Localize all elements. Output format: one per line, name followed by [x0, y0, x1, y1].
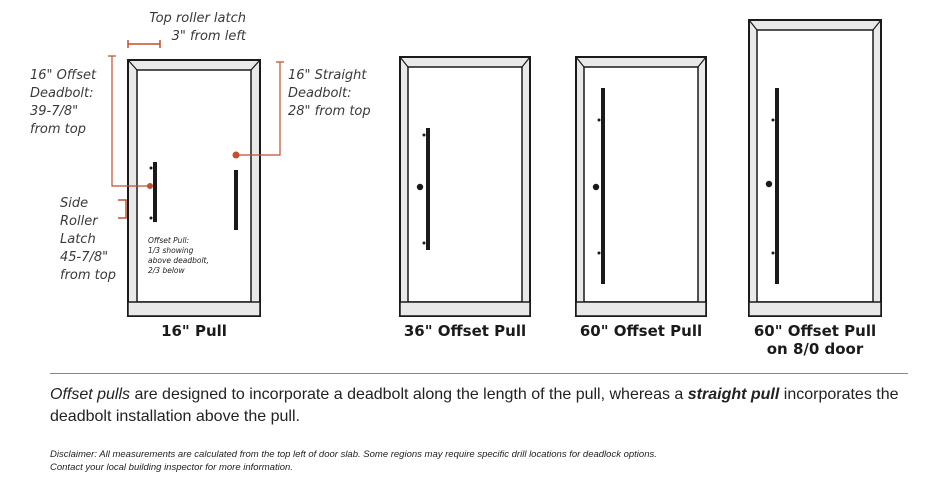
offset-pull-note-line-3: above deadbolt, — [148, 256, 209, 265]
offset-pull-bar — [775, 88, 779, 284]
threshold — [749, 302, 881, 316]
top-roller-latch-note — [136, 10, 246, 46]
caption-60-offset-pull — [561, 322, 721, 340]
offset-deadbolt-line-1: 16" Offset — [30, 68, 97, 83]
offset-deadbolt-line-3: 39-7/8" — [30, 104, 79, 119]
deadbolt-dot — [417, 184, 423, 190]
caption-60-offset-pull-8-0-line-2: on 8/0 door — [766, 340, 864, 358]
description-part-2: are designed to incorporate a deadbolt along the length of the pull, whereas a — [130, 386, 688, 403]
caption-60-offset-pull-8-0 — [735, 322, 895, 358]
side-roller-latch-line-2: Roller — [60, 214, 98, 229]
side-roller-latch-note — [60, 195, 120, 285]
offset-pull-note-line-1: Offset Pull: — [148, 236, 190, 245]
description-part-4: incorporates the deadbolt installation above the pull. — [50, 386, 899, 425]
disclaimer-line-2: Contact your local building inspector for more information. — [50, 462, 293, 473]
description-straight-pull: straight pull — [687, 386, 780, 403]
divider — [50, 373, 908, 374]
top-roller-latch-line-1: Top roller latch — [149, 11, 246, 26]
caption-16-pull-line-1: 16" Pull — [161, 322, 227, 340]
door-36-offset-pull — [400, 57, 530, 316]
straight-deadbolt-note — [288, 67, 388, 121]
threshold — [128, 302, 260, 316]
top-roller-latch-line-2: 3" from left — [171, 29, 246, 44]
offset-deadbolt-note — [30, 67, 110, 139]
side-roller-latch-line-1: Side — [60, 196, 89, 211]
side-roller-latch-line-5: from top — [60, 268, 116, 283]
door-60-offset-pull — [576, 57, 706, 316]
straight-pull-bar — [234, 170, 238, 230]
threshold — [400, 302, 530, 316]
offset-deadbolt-line-2: Deadbolt: — [30, 86, 94, 101]
offset-pull-standoff-bottom — [150, 217, 153, 220]
caption-60-offset-pull-line-1: 60" Offset Pull — [579, 322, 703, 340]
side-roller-latch-line-3: Latch — [60, 232, 96, 247]
deadbolt-dot — [766, 181, 772, 187]
door-slab — [408, 67, 522, 302]
description-offset-pulls: Offset pulls — [50, 386, 131, 403]
door-60-offset-pull-8-0 — [749, 20, 881, 316]
offset-pull-note — [148, 236, 243, 276]
door-slab — [757, 30, 873, 302]
caption-16-pull — [124, 322, 264, 340]
description — [50, 384, 910, 428]
caption-36-offset-pull — [385, 322, 545, 340]
disclaimer-line-1: Disclaimer: All measurements are calculated from the top left of door slab. Some regions may require specific drill locations for deadlock options. — [50, 449, 657, 460]
offset-pull-bar — [426, 128, 430, 250]
caption-60-offset-pull-8-0-line-1: 60" Offset Pull — [753, 322, 877, 340]
side-roller-latch-line-4: 45-7/8" — [60, 250, 109, 265]
caption-36-offset-pull-line-1: 36" Offset Pull — [403, 322, 527, 340]
deadbolt-dot — [593, 184, 599, 190]
straight-deadbolt-line-2: Deadbolt: — [288, 86, 352, 101]
straight-deadbolt-line-3: 28" from top — [288, 104, 371, 119]
offset-deadbolt-line-4: from top — [30, 122, 86, 137]
threshold — [576, 302, 706, 316]
straight-deadbolt-line-1: 16" Straight — [288, 68, 367, 83]
offset-pull-bar — [153, 162, 157, 222]
offset-pull-bar — [601, 88, 605, 284]
offset-pull-note-line-2: 1/3 showing — [148, 246, 194, 255]
disclaimer — [50, 448, 910, 474]
offset-pull-note-line-4: 2/3 below — [148, 266, 185, 275]
offset-pull-standoff-top — [150, 167, 153, 170]
